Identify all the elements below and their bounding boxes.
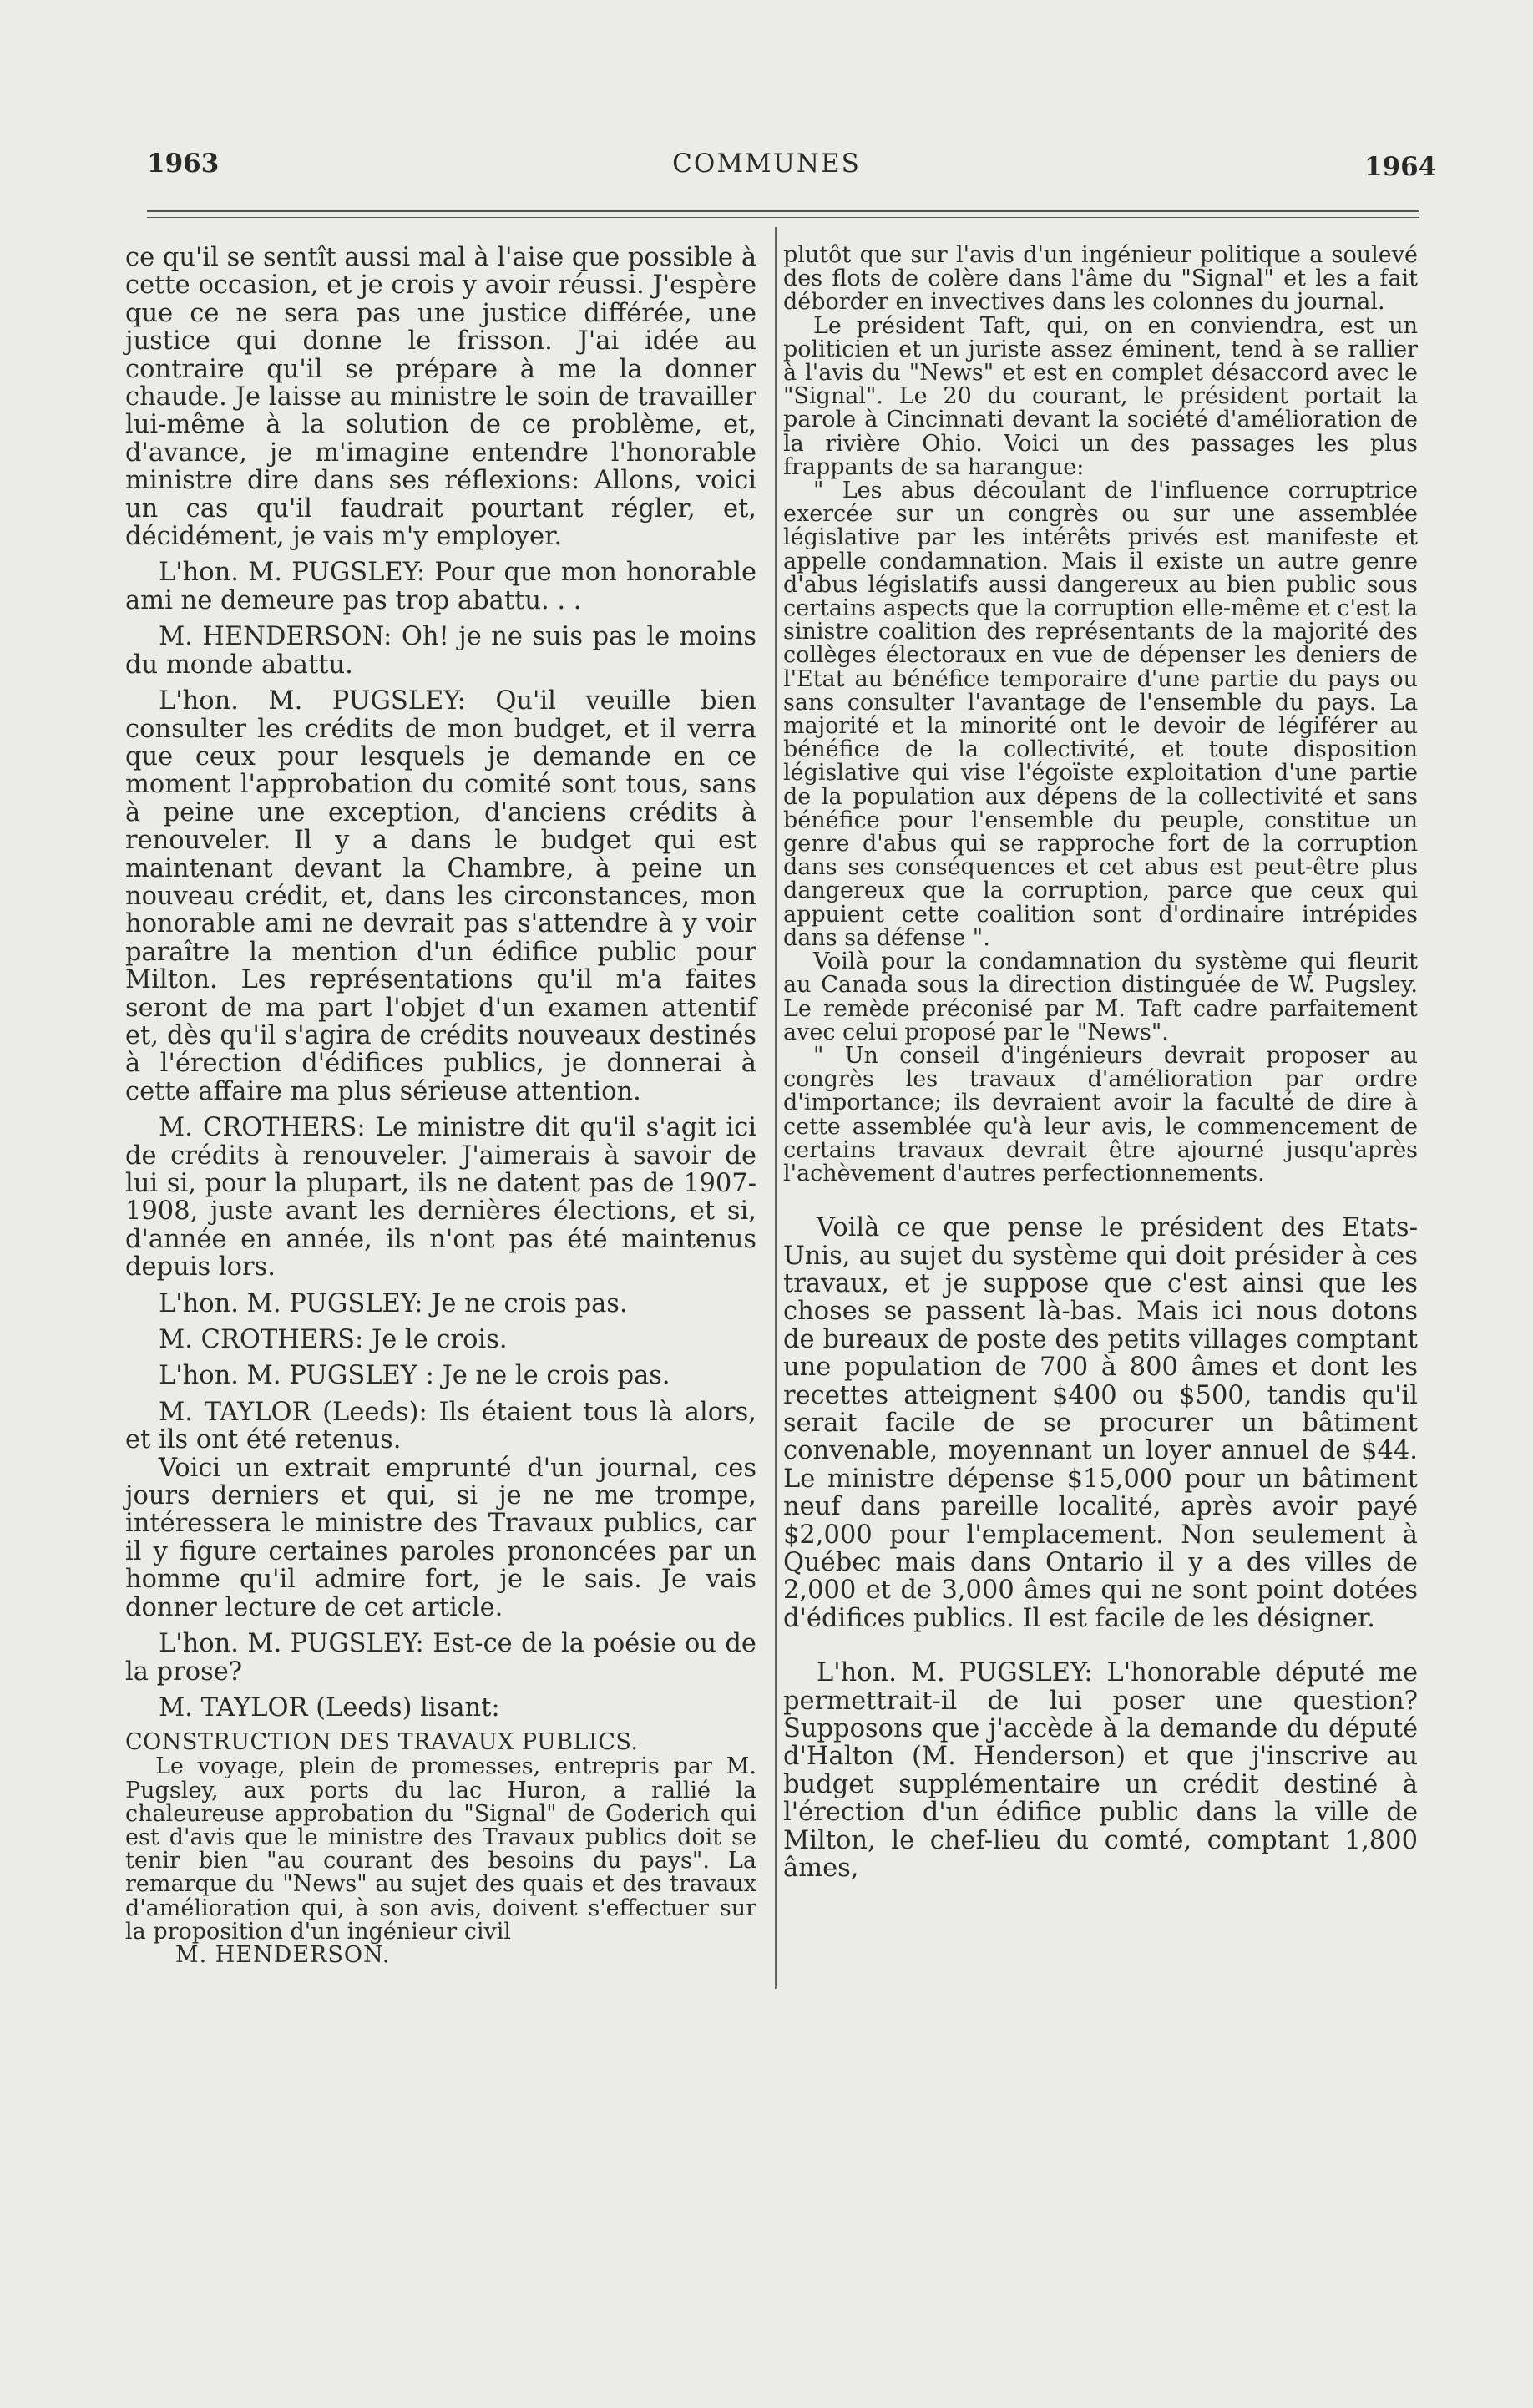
quoted-paragraph: " Les abus découlant de l'influence corruptrice exercée sur un congrès ou sur une assemblée législative par les intérêts privés est manifeste et appelle condamnation. Mais il existe un autre genre d'abus législatifs aussi dangereux au bien public sous certains aspects que la corruption elle-même et c'est la sinistre coalition des représentants de la majorité des collèges électoraux en vue de dépenser les deniers de l'Etat au bénéfice temporaire d'une partie du pays ou sans consulter l'avantage de l'ensemble du pays. La majorité et la minorité ont le devoir de légiférer au bénéfice de la collectivité, et toute disposition législative qui vise l'égoïste exploitation d'une partie de la population aux dépens de la collectivité et sans bénéfice pour l'ensemble du peuple, constitue un genre d'abus qui se rapproche fort de la corruption dans ses conséquences et cet abus est peut-être plus dangereux que la corruption, parce que ceux qui appuient cette coalition sont d'ordinaire intrépides dans sa défense ". [783, 478, 1418, 951]
page-number-left: 1963 [147, 149, 220, 179]
signature: M. HENDERSON. [175, 1941, 391, 1968]
header-rule-thin [147, 217, 1419, 218]
paragraph: L'hon. M. PUGSLEY: Pour que mon honorable ami ne demeure pas trop abattu. . . [125, 558, 756, 615]
quoted-paragraph: Le voyage, plein de promesses, entrepris par M. Pugsley, aux ports du lac Huron, a rallié la chaleureuse approbation du "Signal" de Goderich qui est d'avis que le ministre des Travaux publics doit se tenir bien "au courant des besoins du pays". La remarque du "News" au sujet des quais et des travaux d'amélioration qui, à son avis, doivent s'effectuer sur la proposition d'un ingénieur civil [125, 1753, 756, 1945]
quoted-paragraph: Le président Taft, qui, on en conviendra, est un politicien et un juriste assez éminent, tend à se rallier à l'avis du "News" et est en complet désaccord avec le "Signal". Le 20 du courant, le président portait la parole à Cincinnati devant la société d'amélioration de la rivière Ohio. Voici un des passages les plus frappants de sa harangue: [783, 312, 1418, 480]
paragraph: M. TAYLOR (Leeds) lisant: [159, 1692, 500, 1723]
paragraph: Voilà ce que pense le président des Etats-Unis, au sujet du système qui doit présider à ces travaux, et je suppose que c'est ainsi que les choses se passent là-bas. Mais ici nous dotons de bureaux de poste des petits villages comptant une population de 700 à 800 âmes et dont les recettes atteignent $400 ou $500, tandis qu'il serait facile de se procurer un bâtiment convenable, moyennant un loyer annuel de $44. Le ministre dépense $15,000 pour un bâtiment neuf dans pareille localité, après avoir payé $2,000 pour l'emplacement. Non seulement à Québec mais dans Ontario il y a des villes de 2,000 et de 3,000 âmes qui ne sont point dotées d'édifices publics. Il est facile de les désigner. [783, 1213, 1418, 1633]
page-header [0, 149, 1533, 190]
page-number-right: 1964 [1364, 152, 1437, 182]
quoted-paragraph: Voilà pour la condamnation du système qui fleurit au Canada sous la direction distinguée de W. Pugsley. Le remède préconisé par M. Taft cadre parfaitement avec celui proposé par le "News". [783, 949, 1418, 1045]
paragraph: M. CROTHERS: Je le crois. [159, 1325, 508, 1355]
quoted-paragraph: " Un conseil d'ingénieurs devrait proposer au congrès les travaux d'amélioration par ordre d'importance; ils devraient avoir la faculté de dire à cette assemblée qu'à leur avis, le commencement de certains travaux devrait être ajourné jusqu'après l'achèvement d'autres perfectionnements. [783, 1042, 1418, 1186]
quoted-paragraph: plutôt que sur l'avis d'un ingénieur politique a soulevé des flots de colère dans l'âme du "Signal" et les a fait déborder en invectives dans les colonnes du journal. [783, 242, 1418, 316]
paragraph: L'hon. M. PUGSLEY: Je ne crois pas. [159, 1288, 628, 1318]
paragraph: L'hon. M. PUGSLEY : Je ne le crois pas. [159, 1361, 670, 1391]
left-column [125, 244, 756, 1967]
paragraph: L'hon. M. PUGSLEY: Est-ce de la poésie ou de la prose? [125, 1629, 756, 1687]
section-gap [783, 1641, 1418, 1659]
running-title: COMMUNES [672, 149, 861, 179]
paragraph: L'hon. M. PUGSLEY: L'honorable député me permettrait-il de lui poser une question? Supposons que j'accède à la demande du député d'Halton (M. Henderson) et que j'inscrive au budget supplémentaire un crédit destiné à l'érection d'un édifice public dans la ville de Milton, le chef-lieu du comté, comptant 1,800 âmes, [783, 1658, 1418, 1884]
paragraph: M. CROTHERS: Le ministre dit qu'il s'agit ici de crédits à renouveler. J'aimerais à savoir de lui si, pour la plupart, ils ne datent pas de 1907-1908, juste avant les dernières élections, et si, d'année en année, ils n'ont pas été maintenus depuis lors. [125, 1113, 756, 1282]
paragraph: ce qu'il se sentît aussi mal à l'aise que possible à cette occasion, et je crois y avoir réussi. J'espère que ce ne sera pas une justice différée, une justice qui donne le frisson. J'ai idée au contraire qu'il se prépare à me la donner chaude. Je laisse au ministre le soin de travailler lui-même à la solution de ce problème, et, d'avance, je m'imagine entendre l'honorable ministre dire dans ses réflexions: Allons, voici un cas qu'il faudrait pourtant régler, et, décidément, je vais m'y employer. [125, 243, 756, 552]
paragraph: Voici un extrait emprunté d'un journal, ces jours derniers et qui, si je ne me trompe, intéressera le ministre des Travaux publics, car il y figure certaines paroles prononcées par un homme qu'il admire fort, je le sais. Je vais donner lecture de cet article. [125, 1453, 756, 1622]
paragraph: M. HENDERSON: Oh! je ne suis pas le moins du monde abattu. [125, 622, 756, 680]
column-divider [775, 227, 777, 1989]
right-column [783, 244, 1418, 1890]
header-rule [147, 210, 1419, 212]
article-heading: CONSTRUCTION DES TRAVAUX PUBLICS. [125, 1729, 639, 1756]
paragraph: L'hon. M. PUGSLEY: Qu'il veuille bien consulter les crédits de mon budget, et il verra que ceux pour lesquels je demande en ce moment l'approbation du comité sont tous, sans à peine une exception, d'anciens crédits à renouveler. Il y a dans le budget qui est maintenant devant la Chambre, à peine un nouveau crédit, et, dans les circonstances, mon honorable ami ne devrait pas s'attendre à y voir paraître la mention d'un édifice public pour Milton. Les représentations qu'il m'a faites seront de ma part l'objet d'un examen attentif et, dès qu'il s'agira de crédits nouveaux destinés à l'érection d'édifices publics, je donnerai à cette affaire ma plus sérieuse attention. [125, 686, 756, 1106]
section-gap [783, 1186, 1418, 1214]
paragraph: M. TAYLOR (Leeds): Ils étaient tous là alors, et ils ont été retenus. [125, 1397, 756, 1455]
